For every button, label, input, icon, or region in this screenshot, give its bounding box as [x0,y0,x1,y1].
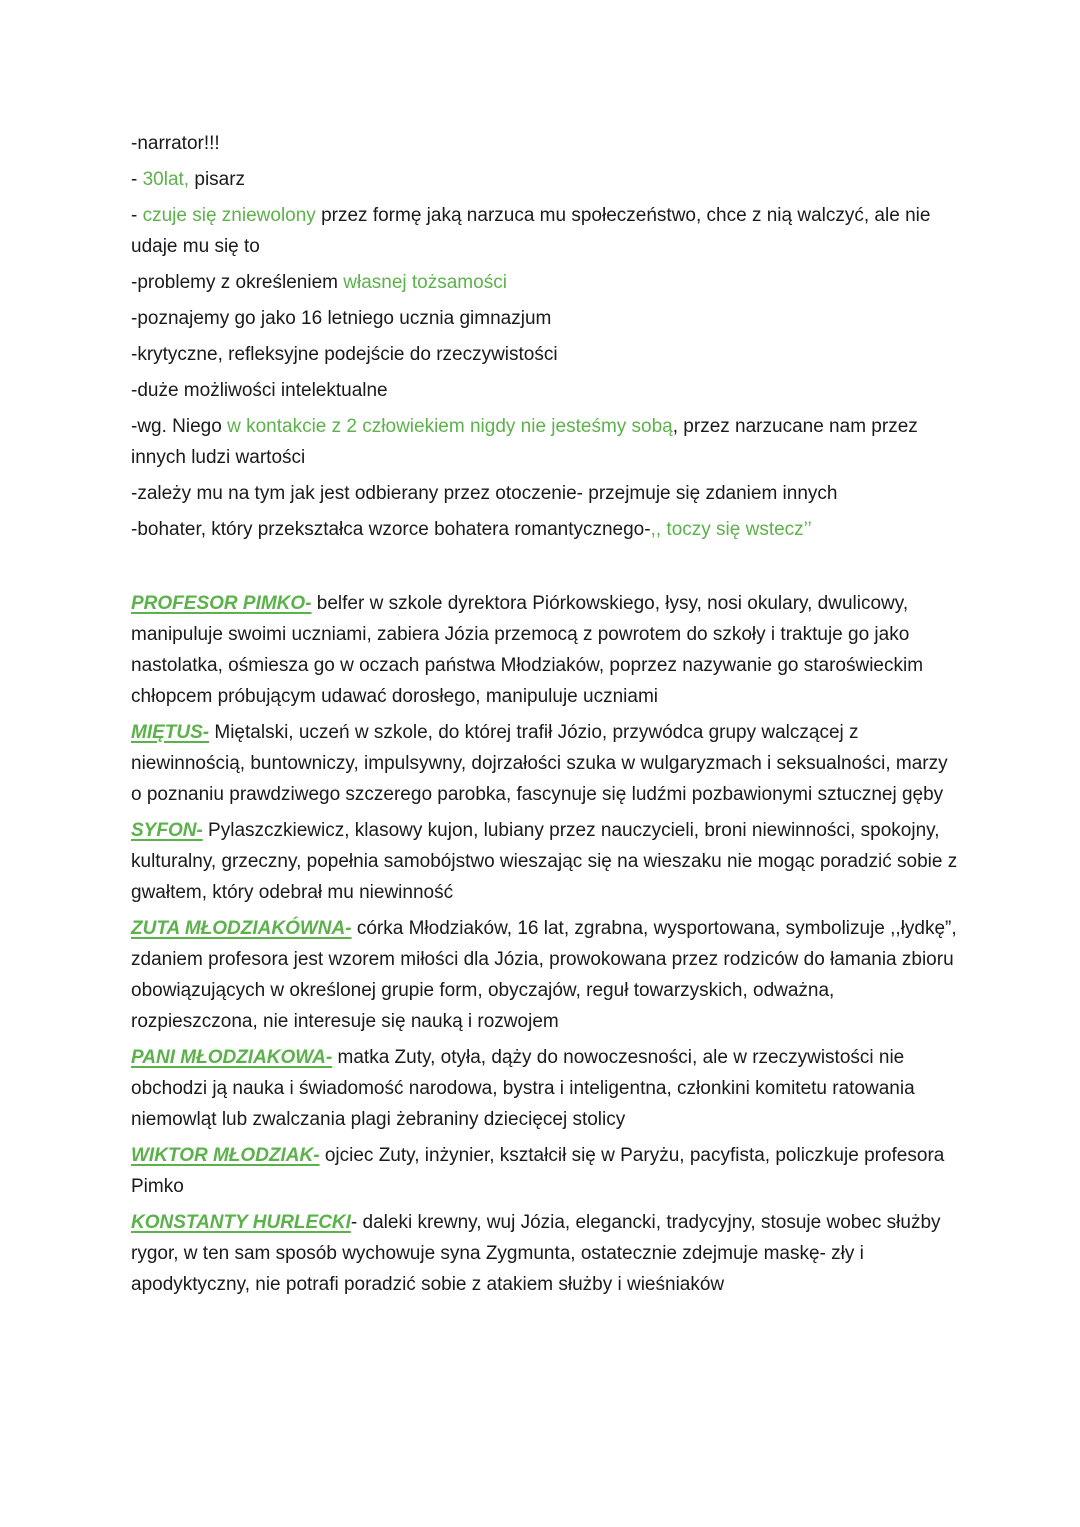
narrator-identity [131,267,961,298]
character-name: PROFESOR PIMKO- [131,593,312,614]
character-description: Pylaszczkiewicz, klasowy kujon, lubiany przez nauczycieli, broni niewinności, spokojny, kulturalny, grzeczny, popełnia samobójstwo wieszając się na wieszaku nie mogąc poradzić sobie z gwałtem, który odebrał mu niewinność [131,820,958,903]
hero-highlight: ,, toczy się wstecz’’ [650,519,812,540]
narrator-contact [131,411,961,473]
enslaved-highlight: czuje się zniewolony [142,205,316,226]
character-description: Miętalski, uczeń w szkole, do której trafił Józio, przywódca grupy walczącej z niewinnością, buntowniczy, impulsywny, dojrzałości szuka w wulgaryzmach i seksualności, marzy o poznaniu prawdziwego szczerego parobka, fascynuje się ludźmi pozbawionymi sztucznej gęby [131,722,948,805]
character-description: - daleki krewny, wuj Józia, elegancki, tradycyjny, stosuje wobec służby rygor, w ten sam sposób wychowuje syna Zygmunta, ostatecznie zdejmuje maskę- zły i apodyktyczny, nie potrafi poradzić sobie z atakiem służby i wieśniaków [131,1212,941,1295]
character-description: ojciec Zuty, inżynier, kształcił się w Paryżu, pacyfista, policzkuje profesora Pimko [131,1145,945,1197]
narrator-hero [131,514,961,545]
narrator-critical: -krytyczne, refleksyjne podejście do rzeczywistości [131,344,558,365]
enslaved-text: przez formę jaką narzuca mu społeczeństwo, chce z nią walczyć, ale nie udaje mu się to [131,205,931,257]
narrator-enslaved [131,200,961,262]
character-name: SYFON- [131,820,203,841]
character-entry-syfon [131,815,961,908]
character-name: PANI MŁODZIAKOWA- [131,1047,333,1068]
narrator-student: -poznajemy go jako 16 letniego ucznia gimnazjum [131,308,552,329]
character-entry-mietus [131,717,961,810]
character-name: MIĘTUS- [131,722,210,743]
character-description: matka Zuty, otyła, dąży do nowoczesności, ale w rzeczywistości nie obchodzi ją nauka i świadomość narodowa, bystra i inteligentna, członkini komitetu ratowania niemowląt lub zwalczania plagi żebraniny dziecięcej stolicy [131,1047,915,1130]
narrator-perceived: -zależy mu na tym jak jest odbierany przez otoczenie- przejmuje się zdaniem innych [131,483,838,504]
character-entry-mlodziak [131,1140,961,1202]
notes-content [131,128,961,1305]
contact-text: , przez narzucane nam przez innych ludzi wartości [131,416,918,468]
character-entry-pimko [131,588,961,712]
section-spacer [131,550,961,588]
identity-highlight: własnej tożsamości [343,272,507,293]
character-entry-mlodziakowa [131,1042,961,1135]
narrator-intellect: -duże możliwości intelektualne [131,380,388,401]
character-entry-zuta [131,913,961,1037]
hero-text: -bohater, który przekształca wzorce bohatera romantycznego- [131,519,651,540]
narrator-heading: -narrator!!! [131,133,220,154]
character-name: ZUTA MŁODZIAKÓWNA- [131,918,352,939]
contact-prefix: -wg. Niego [131,416,228,437]
character-name: KONSTANTY HURLECKI [131,1212,351,1233]
character-name: WIKTOR MŁODZIAK- [131,1145,320,1166]
character-entry-hurlecki [131,1207,961,1300]
character-description: córka Młodziaków, 16 lat, zgrabna, wysportowana, symbolizuje ,,łydkę”, zdaniem profesora jest wzorem miłości dla Józia, prowokowana przez rodziców do łamania zbioru obowiązujących w określonej grupie form, obyczajów, reguł towarzyskich, odważna, rozpieszczona, nie interesuje się nauką i rozwojem [131,918,957,1032]
bullet-dash: - [131,205,143,226]
identity-text: -problemy z określeniem [131,272,344,293]
bullet-dash: - [131,169,143,190]
age-suffix: pisarz [189,169,246,190]
age-highlight: 30lat, [142,169,190,190]
contact-highlight: w kontakcie z 2 człowiekiem nigdy nie jesteśmy sobą [227,416,673,437]
narrator-age [131,164,961,195]
character-description: belfer w szkole dyrektora Piórkowskiego, łysy, nosi okulary, dwulicowy, manipuluje swoimi uczniami, zabiera Józia przemocą z powrotem do szkoły i traktuje go jako nastolatka, ośmiesza go w oczach państwa Młodziaków, poprzez nazywanie go staroświeckim chłopcem próbującym udawać dorosłego, manipuluje uczniami [131,593,924,707]
